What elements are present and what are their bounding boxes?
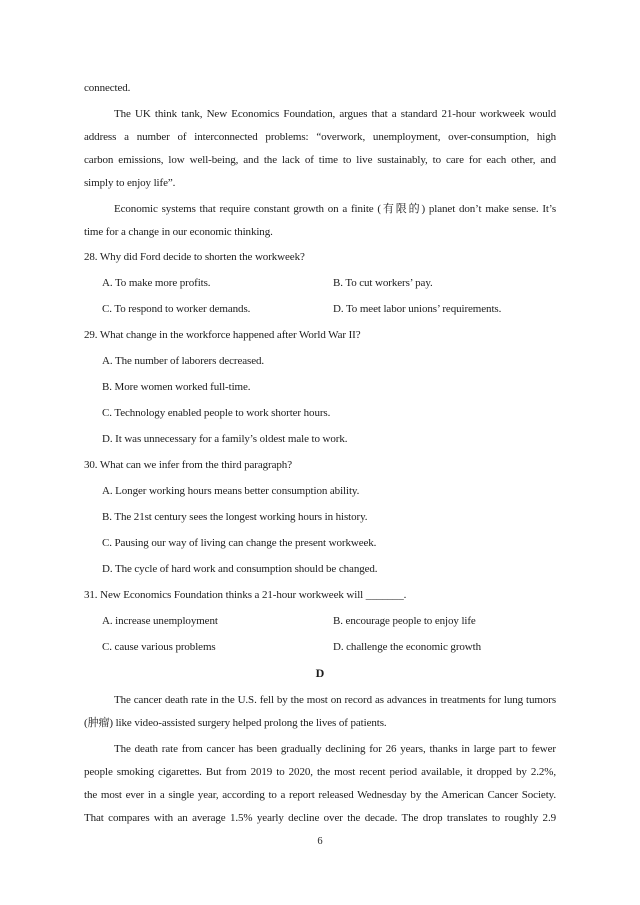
passage-line: address a number of interconnected problems: “overwork, unemployment, over-consumption, high: [84, 131, 556, 143]
option-29-d: D. It was unnecessary for a family’s oldest male to work.: [102, 433, 348, 445]
option-30-a: A. Longer working hours means better consumption ability.: [102, 485, 360, 497]
passage-paragraph-uk-think-tank: [84, 103, 556, 195]
section-d-heading: D: [315, 666, 325, 680]
passage-line: time for a change in our economic thinking.: [84, 226, 273, 238]
option-31-d: D. challenge the economic growth: [333, 641, 481, 653]
question-31: [84, 582, 556, 660]
passage-line: Economic systems that require constant growth on a finite (有限的) planet don’t make sense. It’s: [114, 203, 556, 215]
option-29-b: B. More women worked full-time.: [102, 381, 251, 393]
option-row: [84, 608, 556, 634]
passage-paragraph-cancer-rate: [84, 689, 556, 735]
option-row: [84, 634, 556, 660]
passage-line: The UK think tank, New Economics Foundation, argues that a standard 21-hour workweek would: [114, 108, 556, 120]
question-29-text: 29. What change in the workforce happened after World War II?: [84, 329, 361, 341]
option-30-c: C. Pausing our way of living can change the present workweek.: [102, 537, 377, 549]
passage-paragraph-economic-systems: [84, 198, 556, 244]
passage-line: carbon emissions, low well-being, and the lack of time to live sustainably, to care for each other, and: [84, 154, 556, 166]
page-number: 6: [317, 836, 323, 847]
passage-line: simply to enjoy life”.: [84, 177, 176, 189]
passage-line: That compares with an average 1.5% yearly decline over the decade. The drop translates to roughly 2.9: [84, 812, 556, 824]
passage-line: (肿瘤) like video-assisted surgery helped prolong the lives of patients.: [84, 717, 387, 729]
passage-line: The cancer death rate in the U.S. fell by the most on record as advances in treatments for lung tumors: [114, 694, 556, 706]
question-30: [84, 452, 556, 582]
option-29-a: A. The number of laborers decreased.: [102, 355, 265, 367]
option-30-d: D. The cycle of hard work and consumption should be changed.: [102, 563, 378, 575]
question-28: [84, 244, 556, 322]
passage-line: the most ever in a single year, according to a report released Wednesday by the American Cancer Society.: [84, 789, 556, 801]
passage-line: people smoking cigarettes. But from 2019 to 2020, the most recent period available, it dropped by 2.2%,: [84, 766, 556, 778]
passage-line-connected: connected.: [84, 82, 131, 94]
option-31-b: B. encourage people to enjoy life: [333, 615, 476, 627]
question-29: [84, 322, 556, 452]
option-row: [84, 296, 556, 322]
option-row: [84, 270, 556, 296]
question-31-text: 31. New Economics Foundation thinks a 21-hour workweek will _______.: [84, 589, 407, 601]
question-30-text: 30. What can we infer from the third paragraph?: [84, 459, 292, 471]
option-31-c: C. cause various problems: [102, 641, 216, 653]
option-29-c: C. Technology enabled people to work shorter hours.: [102, 407, 331, 419]
option-30-b: B. The 21st century sees the longest working hours in history.: [102, 511, 368, 523]
passage-paragraph-death-rate-decline: [84, 738, 556, 830]
passage-line: The death rate from cancer has been gradually declining for 26 years, thanks in large part to fewer: [114, 743, 556, 755]
option-28-c: C. To respond to worker demands.: [102, 303, 251, 315]
option-28-b: B. To cut workers’ pay.: [333, 277, 433, 289]
question-28-text: 28. Why did Ford decide to shorten the workweek?: [84, 251, 305, 263]
option-31-a: A. increase unemployment: [102, 615, 218, 627]
option-28-a: A. To make more profits.: [102, 277, 211, 289]
option-28-d: D. To meet labor unions’ requirements.: [333, 303, 502, 315]
